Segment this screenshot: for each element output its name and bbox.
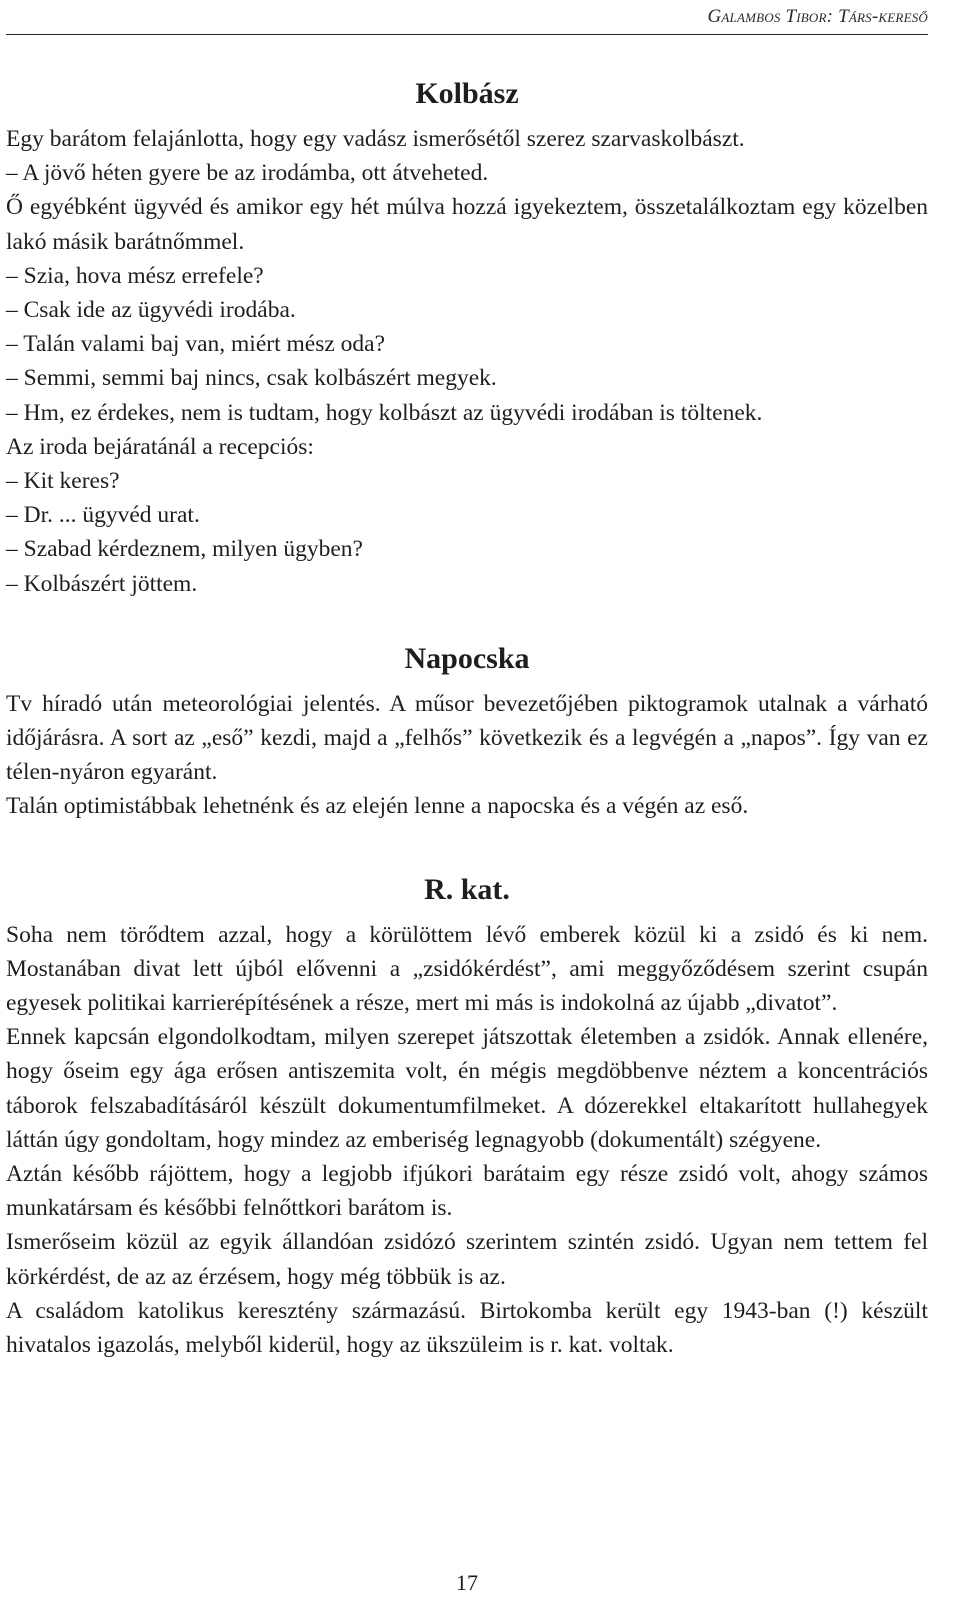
section-title: R. kat. [424,872,510,906]
paragraph: Soha nem törődtem azzal, hogy a körülöttem lévő emberek közül ki a zsidó és ki nem. Mostanában divat lett újból elővenni a „zsidókérdést”, ami meggyőződésem szerint csupán egyesek politikai karrierépítésének a része, mert mi más is indokolná az újabb „divatot”. [6,921,928,1017]
paragraph: – Szabad kérdeznem, milyen ügyben? [6,536,363,563]
paragraph: – Csak ide az ügyvédi irodába. [6,297,296,324]
paragraph: Aztán később rájöttem, hogy a legjobb ifjúkori barátaim egy része zsidó volt, ahogy számos munkatársam és későbbi felnőttkori barátom is. [6,1161,928,1222]
paragraph: – Dr. ... ügyvéd urat. [6,502,200,529]
section-title: Kolbász [415,77,519,110]
paragraph: Talán optimistábbak lehetnénk és az elején lenne a napocska és a végén az eső. [6,793,749,820]
paragraph: Tv híradó után meteorológiai jelentés. A műsor bevezetőjében piktogramok utalnak a várható időjárásra. A sort az „eső” kezdi, majd a „felhős” következik és a legvégén a „napos”. Így van ez télen-nyáron egyaránt. [6,690,928,786]
paragraph: – Kolbászért jöttem. [6,570,198,597]
section-body [6,687,928,824]
paragraph: – Talán valami baj van, miért mész oda? [6,331,386,358]
section-kolbasz [6,74,928,601]
running-header: Galambos Tibor: Társ-kereső [707,6,928,27]
paragraph: – Szia, hova mész errefele? [6,262,264,289]
paragraph: – Kit keres? [6,468,120,495]
header-divider [6,34,928,35]
paragraph: Egy barátom felajánlotta, hogy egy vadász ismerősétől szerez szarvaskolbászt. [6,126,745,152]
paragraph: A családom katolikus keresztény származású. Birtokomba került egy 1943-ban (!) készült hivatalos igazolás, melyből kiderül, hogy az ükszüleim is r. kat. voltak. [6,1297,928,1359]
section-title: Napocska [404,641,530,675]
paragraph: Ismerőseim közül az egyik állandóan zsidózó szerintem szintén zsidó. Ugyan nem tettem fel körkérdést, de az az érzésem, hogy még többük is az. [6,1229,928,1290]
paragraph: Az iroda bejáratánál a recepciós: [6,433,314,460]
paragraph: – Semmi, semmi baj nincs, csak kolbászért megyek. [6,365,497,392]
paragraph: – Hm, ez érdekes, nem is tudtam, hogy kolbászt az ügyvédi irodában is töltenek. [6,399,763,426]
section-body [6,122,928,601]
section-napocska [6,639,928,824]
paragraph: Ennek kapcsán elgondolkodtam, milyen szerepet játszottak életemben a zsidók. Annak ellenére, hogy őseim egy ága erősen antiszemita volt, én mégis megdöbbenve néztem a koncentrációs táborok felszabadításáról készült dokumentumfilmeket. A dózerekkel eltakarított hullahegyek láttán úgy gondoltam, hogy mindez az emberiség legnagyobb (dokumentált) szégyene. [6,1024,928,1153]
section-body [6,918,928,1363]
paragraph: – A jövő héten gyere be az irodámba, ott átveheted. [6,160,489,187]
page-content [6,74,928,1362]
section-r-kat [6,870,928,1363]
paragraph: Ő egyébként ügyvéd és amikor egy hét múlva hozzá igyekeztem, összetalálkoztam egy közelben lakó másik barátnőmmel. [6,194,928,255]
page-number: 17 [456,1570,478,1595]
